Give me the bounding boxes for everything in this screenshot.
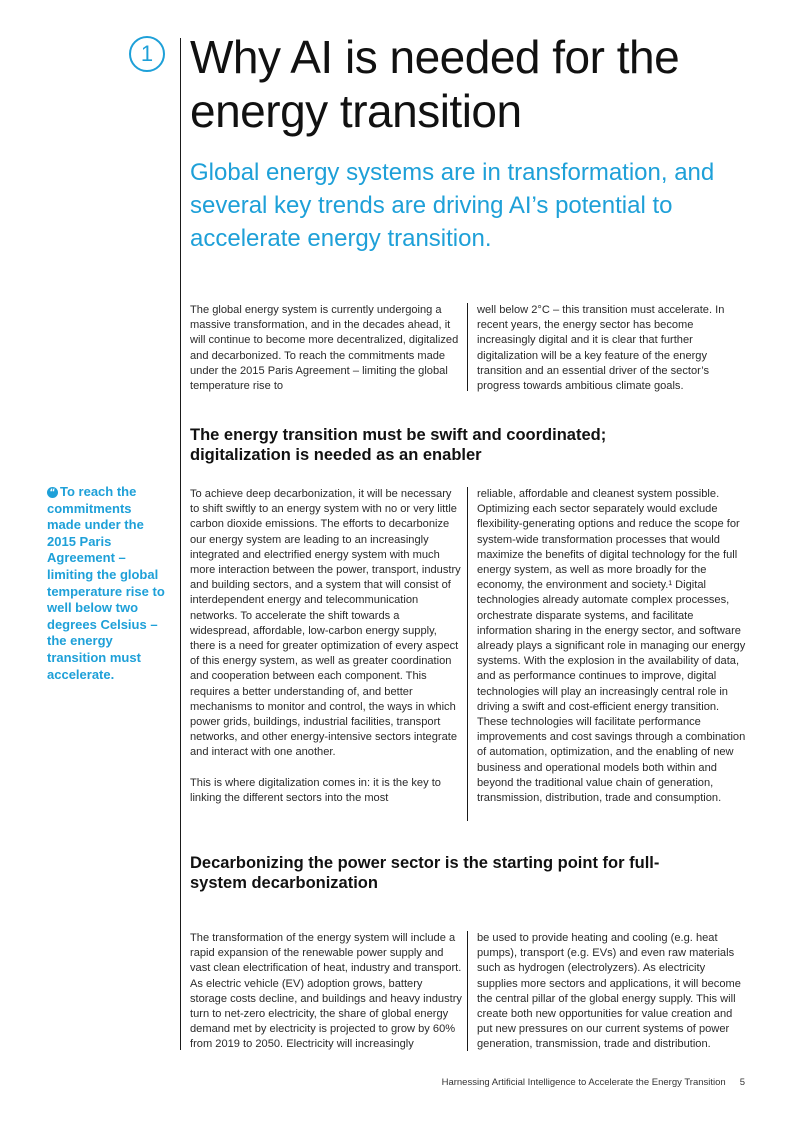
section2-right-text: be used to provide heating and cooling (e.g. heat pumps), transport (e.g. EVs) and even raw materials such as hydrogen (electrolyzers). As electricity supplies more sectors and applications, it will become the central pillar of the global energy supply. This will create both new opportunities for value creation and put new pressures on our current systems of power generation, transmission, trade and distribution.: [477, 932, 741, 1051]
section1-left-paragraph-2: This is where digitalization comes in: it is the key to linking the different sectors into the most: [190, 776, 441, 804]
section1-left-paragraph-1: To achieve deep decarbonization, it will be necessary to shift swiftly to an energy system with no or very little carbon dioxide emissions. The efforts to decarbonize our energy system are leading to an increasingly integrated and electrified energy system with much more interaction between the power, transport, industry and building sectors, and a system that will consist of interdependent energy and telecommunication networks. To accelerate the shift towards a widespread, affordable, low-carbon energy supply, there is a need for greater optimization of every aspect of this energy system, as well as greater coordination and cooperation between each component. This requires a better understanding of, and better mechanisms to monitor and control, the ways in which power grids, buildings, industrial facilities, transport networks, and other energy-intensive sectors integrate and interact with one another.: [190, 488, 461, 759]
intro-left-text: The global energy system is currently undergoing a massive transformation, and in the decades ahead, it will continue to become more decentralized, digitalized and decarbonized. To reach the commitments made under the 2015 Paris Agreement – limiting the global temperature rise to: [190, 304, 459, 393]
pull-quote-text: To reach the commitments made under the 2015 Paris Agreement – limiting the global temperature rise to well below two degrees Celsius – the energy transition must accelerate.: [47, 484, 165, 682]
intro-left-column: [190, 303, 462, 394]
footer-title: Harnessing Artificial Intelligence to Accelerate the Energy Transition: [441, 1077, 726, 1088]
pull-quote: [47, 484, 165, 683]
section1-right-column: [477, 487, 747, 806]
quote-icon: “: [47, 487, 58, 498]
section2-left-text: The transformation of the energy system will include a rapid expansion of the renewable power supply and vast clean electrification of heat, industry and transport. As electric vehicle (EV) adoption grows, battery storage costs decline, and buildings and heavy industry turn to net-zero electricity, the share of global energy demand met by electricity is projected to grow by 60% from 2019 to 2050. Electricity will increasingly: [190, 932, 462, 1051]
section2-left-column: [190, 931, 462, 1053]
section1-right-text: reliable, affordable and cleanest system possible. Optimizing each sector separately would exclude flexibility-generating options and reduce the scope for system-wide transformation processes that would maximize the benefits of digital technology for the full energy system, as well as more broadly for the economy, the environment and society.¹ Digital technologies already automate complex processes, orchestrate disparate systems, and facilitate information sharing in the energy sector, and software already plays a significant role in managing our energy systems. With the explosion in the availability of data, and as performance continues to improve, digital technologies will play an increasingly central role in driving a swift and cost-efficient energy transition. These technologies will facilitate performance improvements and cost savings through a combination of automation, optimization, and the enabling of new business and operational models both within and beyond the traditional value chain of generation, transmission, distribution, trade and consumption.: [477, 488, 746, 805]
page-footer: [442, 1077, 745, 1088]
section-heading-swift: The energy transition must be swift and coordinated; digitalization is needed as an enabler: [190, 426, 607, 464]
chapter-number-badge: 1: [129, 36, 165, 72]
intro-right-text: well below 2°C – this transition must accelerate. In recent years, the energy sector has become increasingly digital and it is clear that further digitalization will be a key feature of the energy transition and an essential driver of the sector’s progress towards ambitious climate goals.: [477, 304, 725, 393]
page-title: Why AI is needed for the energy transition: [190, 31, 680, 137]
column-divider: [467, 931, 468, 1051]
page-number: 5: [739, 1077, 745, 1088]
section1-left-column: [190, 487, 462, 806]
section2-right-column: [477, 931, 747, 1053]
column-divider: [467, 487, 468, 821]
chapter-divider-line: [180, 38, 181, 1050]
intro-right-column: [477, 303, 747, 394]
column-divider: [467, 303, 468, 391]
section-heading-power: Decarbonizing the power sector is the starting point for full-system decarbonization: [190, 854, 660, 892]
page-subtitle: Global energy systems are in transformation, and several key trends are driving AI’s potential to accelerate energy transition.: [190, 159, 715, 252]
